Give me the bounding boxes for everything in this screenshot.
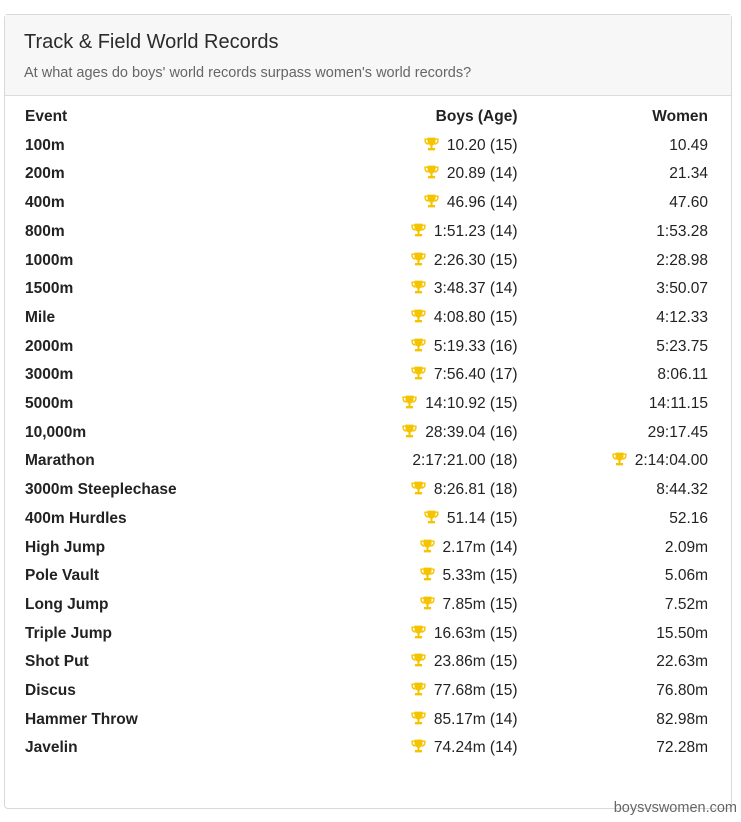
women-record-value: 5:23.75 xyxy=(656,337,708,355)
trophy-icon xyxy=(401,394,418,410)
women-record xyxy=(525,419,716,448)
boys-record xyxy=(302,534,525,563)
event-name: Mile xyxy=(25,308,56,326)
event-name: High Jump xyxy=(25,538,106,556)
table-row xyxy=(18,648,715,677)
boys-record xyxy=(302,275,525,304)
event-name: Long Jump xyxy=(25,595,109,613)
trophy-icon xyxy=(419,595,436,611)
boys-record xyxy=(302,734,525,763)
column-header-event: Event xyxy=(25,108,68,125)
card-header xyxy=(5,15,731,96)
records-table xyxy=(18,103,715,763)
boys-record-value: 7.85m (15) xyxy=(442,595,518,613)
boys-record-value: 20.89 (14) xyxy=(446,165,518,183)
women-record xyxy=(525,247,716,276)
women-record-value: 5.06m xyxy=(664,567,708,585)
boys-record-value: 14:10.92 (15) xyxy=(425,395,518,413)
table-row xyxy=(18,189,715,218)
table-header-row xyxy=(18,103,715,132)
boys-record-value: 74.24m (14) xyxy=(433,739,518,757)
women-record xyxy=(525,218,716,247)
event-name: 400m Hurdles xyxy=(25,509,127,527)
table-row xyxy=(18,476,715,505)
trophy-icon xyxy=(611,451,628,467)
trophy-icon xyxy=(410,222,427,238)
boys-record-value: 16.63m (15) xyxy=(433,624,518,642)
women-record-value: 8:44.32 xyxy=(656,481,708,499)
boys-record-value: 4:08.80 (15) xyxy=(433,308,518,326)
women-record-value: 82.98m xyxy=(656,710,708,728)
women-record-value: 1:53.28 xyxy=(656,222,708,240)
women-record-value: 3:50.07 xyxy=(656,280,708,298)
table-row xyxy=(18,677,715,706)
trophy-icon xyxy=(423,136,440,152)
event-name: Triple Jump xyxy=(25,624,112,642)
women-record-value: 2:14:04.00 xyxy=(634,452,708,470)
table-row xyxy=(18,447,715,476)
women-record-value: 8:06.11 xyxy=(657,366,708,384)
trophy-icon xyxy=(410,337,427,353)
event-name: 2000m xyxy=(25,337,74,355)
event-name: Hammer Throw xyxy=(25,710,138,728)
women-record-value: 10.49 xyxy=(669,136,708,154)
event-name: 10,000m xyxy=(25,423,87,441)
table-row xyxy=(18,275,715,304)
boys-record-value: 51.14 (15) xyxy=(446,509,518,527)
event-name: 800m xyxy=(25,222,65,240)
boys-record xyxy=(302,476,525,505)
women-record xyxy=(525,304,716,333)
women-record xyxy=(525,476,716,505)
boys-record xyxy=(302,132,525,161)
women-record xyxy=(525,734,716,763)
boys-record xyxy=(302,160,525,189)
women-record-value: 47.60 xyxy=(669,194,708,212)
women-record xyxy=(525,160,716,189)
page-title: Track & Field World Records xyxy=(24,31,279,53)
women-record-value: 29:17.45 xyxy=(647,423,708,441)
boys-record xyxy=(302,333,525,362)
event-name: Pole Vault xyxy=(25,567,100,585)
boys-record xyxy=(302,591,525,620)
trophy-icon xyxy=(410,480,427,496)
trophy-icon xyxy=(410,710,427,726)
women-record xyxy=(525,189,716,218)
table-row xyxy=(18,132,715,161)
table-row xyxy=(18,534,715,563)
trophy-icon xyxy=(410,652,427,668)
table-row xyxy=(18,218,715,247)
women-record xyxy=(525,648,716,677)
women-record-value: 21.34 xyxy=(669,165,708,183)
table-row xyxy=(18,562,715,591)
trophy-icon xyxy=(423,509,440,525)
table-row xyxy=(18,160,715,189)
trophy-icon xyxy=(410,681,427,697)
event-name: 400m xyxy=(25,194,65,212)
boys-record xyxy=(302,562,525,591)
women-record-value: 7.52m xyxy=(664,595,708,613)
table-row xyxy=(18,333,715,362)
boys-record-value: 23.86m (15) xyxy=(433,653,518,671)
page-subtitle: At what ages do boys' world records surpass women's world records? xyxy=(24,65,472,81)
boys-record-value: 3:48.37 (14) xyxy=(433,280,518,298)
women-record-value: 15.50m xyxy=(656,624,708,642)
women-record xyxy=(525,677,716,706)
boys-record xyxy=(302,706,525,735)
women-record xyxy=(525,505,716,534)
boys-record xyxy=(302,648,525,677)
trophy-icon xyxy=(410,624,427,640)
trophy-icon xyxy=(419,538,436,554)
women-record xyxy=(525,591,716,620)
boys-record-value: 2.17m (14) xyxy=(442,538,518,556)
boys-record-value: 7:56.40 (17) xyxy=(433,366,518,384)
women-record xyxy=(525,447,716,476)
women-record-value: 2.09m xyxy=(664,538,708,556)
event-name: 200m xyxy=(25,165,65,183)
boys-record xyxy=(302,218,525,247)
trophy-icon xyxy=(410,308,427,324)
trophy-icon xyxy=(423,164,440,180)
boys-record-value: 28:39.04 (16) xyxy=(425,423,518,441)
boys-record xyxy=(302,505,525,534)
event-name: Javelin xyxy=(25,739,78,757)
women-record-value: 22.63m xyxy=(656,653,708,671)
women-record-value: 2:28.98 xyxy=(656,251,708,269)
boys-record-value: 46.96 (14) xyxy=(446,194,518,212)
event-name: Discus xyxy=(25,682,76,700)
event-name: 1500m xyxy=(25,280,74,298)
event-name: 3000m Steeplechase xyxy=(25,481,177,499)
trophy-icon xyxy=(401,423,418,439)
trophy-icon xyxy=(419,566,436,582)
boys-record-value: 10.20 (15) xyxy=(446,136,518,154)
event-name: 1000m xyxy=(25,251,74,269)
boys-record-value: 5:19.33 (16) xyxy=(433,337,518,355)
women-record xyxy=(525,333,716,362)
table-row xyxy=(18,706,715,735)
women-record xyxy=(525,132,716,161)
women-record xyxy=(525,275,716,304)
boys-record xyxy=(302,677,525,706)
boys-record xyxy=(302,247,525,276)
table-row xyxy=(18,734,715,763)
table-row xyxy=(18,247,715,276)
event-name: 3000m xyxy=(25,366,74,384)
table-row xyxy=(18,419,715,448)
boys-record xyxy=(302,419,525,448)
trophy-icon xyxy=(410,251,427,267)
event-name: Shot Put xyxy=(25,653,89,671)
boys-record xyxy=(302,361,525,390)
trophy-icon xyxy=(410,738,427,754)
women-record-value: 76.80m xyxy=(656,682,708,700)
boys-record-value: 8:26.81 (18) xyxy=(433,481,518,499)
table-row xyxy=(18,390,715,419)
trophy-icon xyxy=(423,193,440,209)
boys-record-value: 1:51.23 (14) xyxy=(433,222,518,240)
women-record xyxy=(525,390,716,419)
event-name: 100m xyxy=(25,136,65,154)
table-row xyxy=(18,505,715,534)
boys-record xyxy=(302,304,525,333)
boys-record-value: 5.33m (15) xyxy=(442,567,518,585)
boys-record xyxy=(302,447,525,476)
women-record xyxy=(525,562,716,591)
boys-record-value: 2:26.30 (15) xyxy=(433,251,518,269)
women-record-value: 52.16 xyxy=(669,509,708,527)
boys-record-value: 77.68m (15) xyxy=(433,682,518,700)
event-name: Marathon xyxy=(25,452,95,470)
event-name: 5000m xyxy=(25,395,74,413)
women-record-value: 4:12.33 xyxy=(656,308,708,326)
boys-record xyxy=(302,189,525,218)
boys-record xyxy=(302,390,525,419)
women-record xyxy=(525,706,716,735)
trophy-icon xyxy=(410,365,427,381)
column-header-boys: Boys (Age) xyxy=(435,108,518,125)
women-record-value: 72.28m xyxy=(656,739,708,757)
table-row xyxy=(18,361,715,390)
trophy-icon xyxy=(410,279,427,295)
boys-record-value: 85.17m (14) xyxy=(433,710,518,728)
women-record-value: 14:11.15 xyxy=(648,395,708,413)
table-row xyxy=(18,620,715,649)
women-record xyxy=(525,361,716,390)
boys-record-value: 2:17:21.00 (18) xyxy=(412,452,518,470)
table-row xyxy=(18,591,715,620)
boys-record xyxy=(302,620,525,649)
column-header-women: Women xyxy=(652,108,708,125)
site-credit: boysvswomen.com xyxy=(613,800,737,816)
women-record xyxy=(525,620,716,649)
women-record xyxy=(525,534,716,563)
table-row xyxy=(18,304,715,333)
